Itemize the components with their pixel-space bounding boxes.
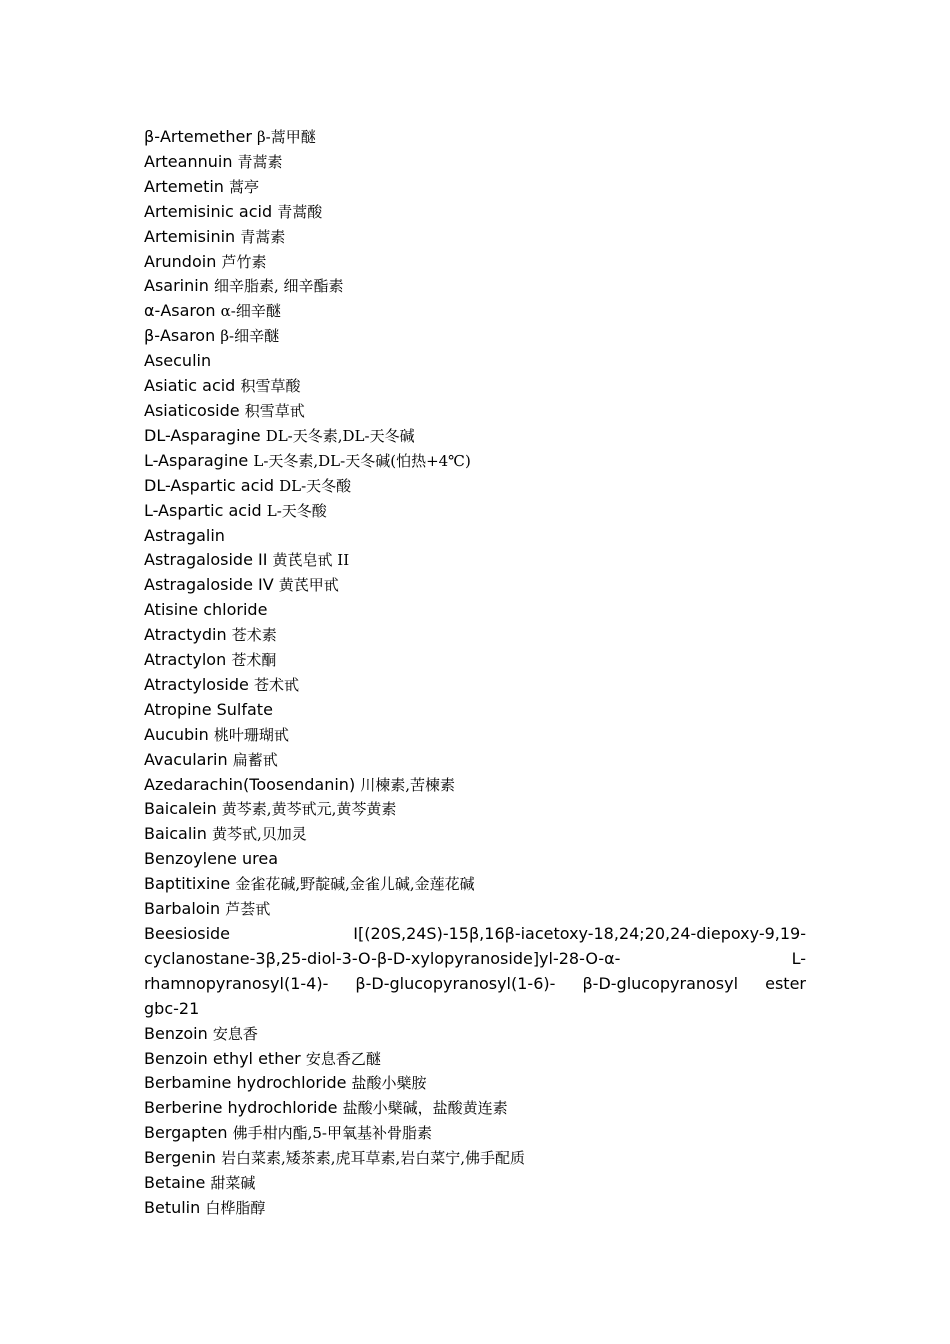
list-item: Baptitixine 金雀花碱,野靛碱,金雀儿碱,金莲花碱 [144, 874, 475, 894]
list-item: Barbaloin 芦荟甙 [144, 899, 271, 919]
list-item: Aseculin [144, 351, 212, 371]
beesioside-line2-row [144, 947, 806, 972]
list-item: Artemisinic acid 青蒿酸 [144, 201, 323, 221]
list-item: Asiatic acid 积雪草酸 [144, 376, 301, 396]
list-item: Benzoin 安息香 [144, 1023, 258, 1043]
list-item: Astragaloside IV 黄芪甲甙 [144, 575, 339, 595]
list-item: Artemisinin 青蒿素 [144, 226, 286, 246]
list-item: β-Asaron β-细辛醚 [144, 326, 280, 346]
list-item: Azedarachin(Toosendanin) 川楝素,苦楝素 [144, 774, 456, 794]
beesioside-line4: gbc-21 [144, 998, 200, 1018]
list-item: Asiaticoside 积雪草甙 [144, 400, 305, 420]
list-item: Baicalein 黄芩素,黄芩甙元,黄芩黄素 [144, 799, 397, 819]
list-item: Aucubin 桃叶珊瑚甙 [144, 724, 289, 744]
list-item: Arundoin 芦竹素 [144, 251, 267, 271]
beesioside-term: Beesioside [144, 924, 231, 943]
list-item: DL-Aspartic acid DL-天冬酸 [144, 475, 352, 495]
list-item: Avacularin 扁蓄甙 [144, 749, 278, 769]
list-item: Arteannuin 青蒿素 [144, 151, 283, 171]
list-item: Berberine hydrochloride 盐酸小檗碱，盐酸黄连素 [144, 1098, 508, 1118]
beesioside-line2: cyclanostane-3β,25-diol-3-O-β-D-xylopyranoside]yl-28-O-α- [144, 948, 621, 968]
list-item: Artemetin 蒿亭 [144, 176, 260, 196]
list-item: DL-Asparagine DL-天冬素,DL-天冬碱 [144, 425, 415, 445]
beesioside-line4-row [144, 997, 806, 1022]
list-item: Berbamine hydrochloride 盐酸小檗胺 [144, 1073, 427, 1093]
beesioside-line3a: rhamnopyranosyl(1-4)- [144, 973, 329, 993]
list-item: Bergapten 佛手柑内酯,5-甲氧基补骨脂素 [144, 1123, 432, 1143]
list-item: Astragaloside II 黄芪皂甙 II [144, 550, 350, 570]
beesioside-line1: I[(20S,24S)-15β,16β-iacetoxy-18,24;20,24-diepoxy-9,19- [353, 924, 806, 943]
list-item: Atractydin 苍术素 [144, 625, 277, 645]
beesioside-line3b: β-D-glucopyranosyl(1-6)- [355, 973, 556, 993]
list-item: Astragalin [144, 525, 225, 545]
list-item: Baicalin 黄芩甙,贝加灵 [144, 824, 307, 844]
beesioside-line3c: β-D-glucopyranosyl [582, 973, 739, 993]
beesioside-line3-row [144, 972, 806, 997]
beesioside-line2-end: L- [791, 948, 806, 968]
list-item: Betaine 甜菜碱 [144, 1173, 256, 1193]
list-item: α-Asaron α-细辛醚 [144, 301, 281, 321]
list-item: Atisine chloride [144, 600, 268, 620]
list-item: Benzoin ethyl ether 安息香乙醚 [144, 1048, 381, 1068]
list-item: Bergenin 岩白菜素,矮茶素,虎耳草素,岩白菜宁,佛手配质 [144, 1148, 526, 1168]
list-item: Betulin 白桦脂醇 [144, 1197, 266, 1217]
list-item: L-Aspartic acid L-天冬酸 [144, 500, 327, 520]
beesioside-entry [144, 922, 806, 947]
list-item: Atractyloside 苍术甙 [144, 674, 299, 694]
list-item: Atractylon 苍术酮 [144, 650, 277, 670]
compound-list [144, 125, 806, 1221]
list-item: Benzoylene urea [144, 849, 278, 869]
beesioside-line3d: ester [765, 973, 806, 993]
list-item: L-Asparagine L-天冬素,DL-天冬碱(怕热+4℃) [144, 450, 471, 470]
list-item: β-Artemether β-蒿甲醚 [144, 127, 316, 146]
list-item: Asarinin 细辛脂素, 细辛酯素 [144, 276, 344, 296]
list-item: Atropine Sulfate [144, 699, 273, 719]
